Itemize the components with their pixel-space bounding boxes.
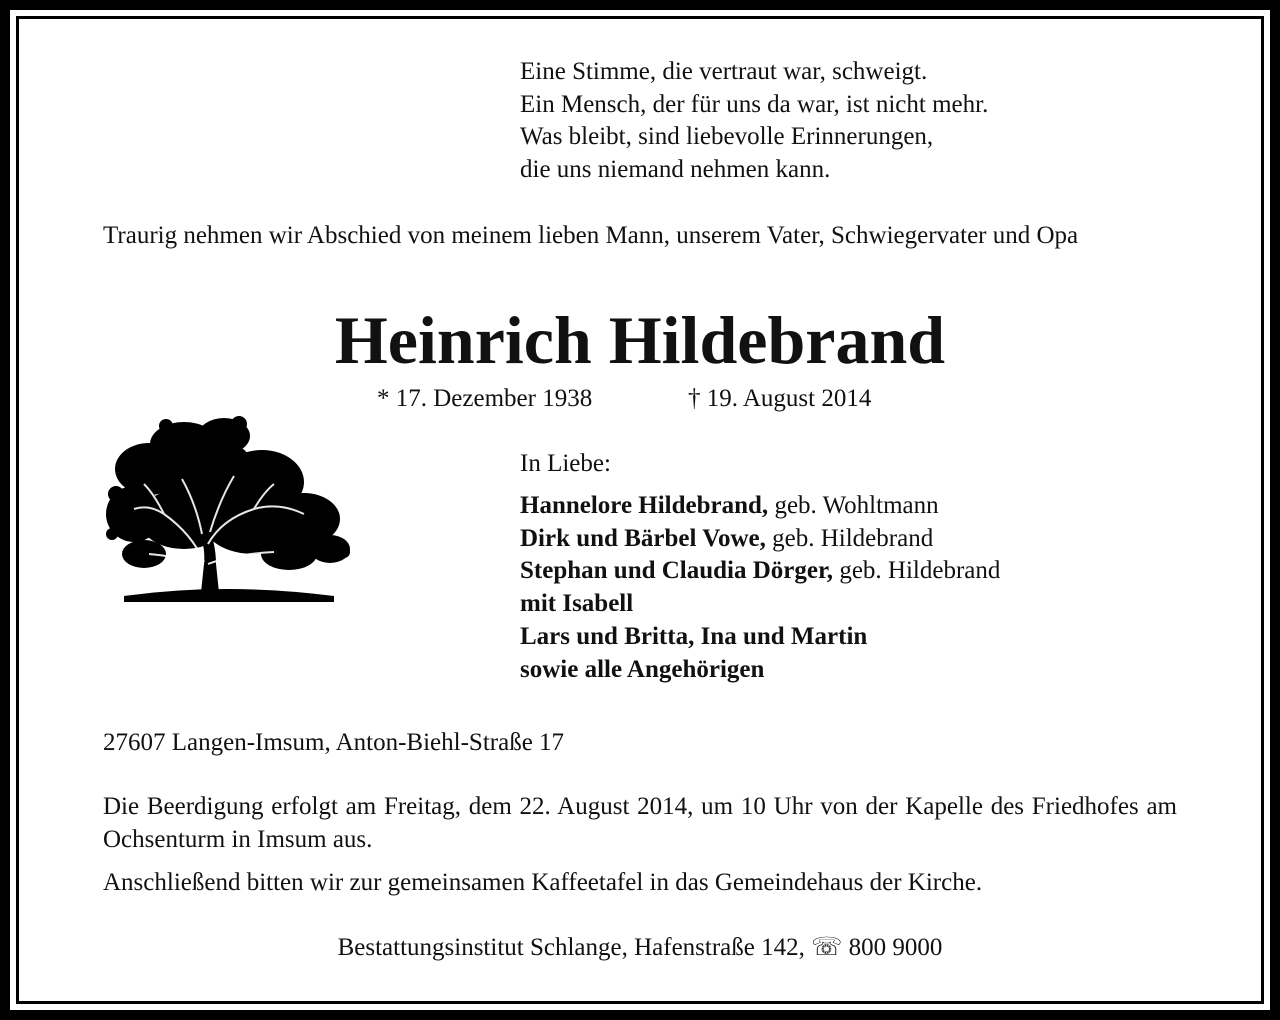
mourners-list xyxy=(520,490,1000,686)
mourner-line xyxy=(520,588,1000,621)
death-date: † 19. August 2014 xyxy=(688,385,872,412)
undertaker-text: Bestattungsinstitut Schlange, Hafenstraße 142, xyxy=(337,934,812,961)
poem xyxy=(520,56,988,186)
mourner-line xyxy=(520,621,1000,654)
poem-line: Ein Mensch, der für uns da war, ist nicht mehr. xyxy=(520,90,989,118)
coffee-info: Anschließend bitten wir zur gemeinsamen Kaffeetafel in das Gemeindehaus der Kirche. xyxy=(103,869,983,896)
mourner-line xyxy=(520,654,1000,687)
tree-icon xyxy=(104,414,352,602)
mourner-suffix: geb. Hildebrand xyxy=(765,524,934,552)
intro-text: Traurig nehmen wir Abschied von meinem lieben Mann, unserem Vater, Schwiegervater und Opa xyxy=(103,222,1079,249)
mourner-line xyxy=(520,523,1000,556)
phone-icon: ☏ xyxy=(811,934,843,961)
mourner-line xyxy=(520,555,1000,588)
mourner-suffix: geb. Wohltmann xyxy=(768,492,939,519)
birth-date: * 17. Dezember 1938 xyxy=(377,385,593,412)
mourner-suffix: geb. Hildebrand xyxy=(833,557,1001,585)
mourner-name: Hannelore Hildebrand, xyxy=(520,492,769,519)
deceased-name: Heinrich Hildebrand xyxy=(334,302,946,378)
mourner-name: sowie alle Angehörigen xyxy=(520,655,765,683)
mourner-name: Dirk und Bärbel Vowe, xyxy=(520,524,766,552)
poem-line: die uns niemand nehmen kann. xyxy=(520,155,831,183)
mourner-line xyxy=(520,490,1000,523)
funeral-info: Die Beerdigung erfolgt am Freitag, dem 22. August 2014, um 10 Uhr von der Kapelle des Friedhofes am Ochsenturm in Imsum aus. xyxy=(103,793,1177,853)
undertaker-phone: 800 9000 xyxy=(842,934,943,961)
mourner-name: mit Isabell xyxy=(520,590,634,618)
mourners-heading: In Liebe: xyxy=(520,450,611,477)
poem-line: Eine Stimme, die vertraut war, schweigt. xyxy=(520,58,928,85)
undertaker-line xyxy=(0,932,1280,964)
family-address: 27607 Langen-Imsum, Anton-Biehl-Straße 17 xyxy=(103,729,565,756)
poem-line: Was bleibt, sind liebevolle Erinnerungen, xyxy=(520,123,934,150)
mourner-name: Stephan und Claudia Dörger, xyxy=(520,557,834,585)
mourner-name: Lars und Britta, Ina und Martin xyxy=(520,622,868,650)
